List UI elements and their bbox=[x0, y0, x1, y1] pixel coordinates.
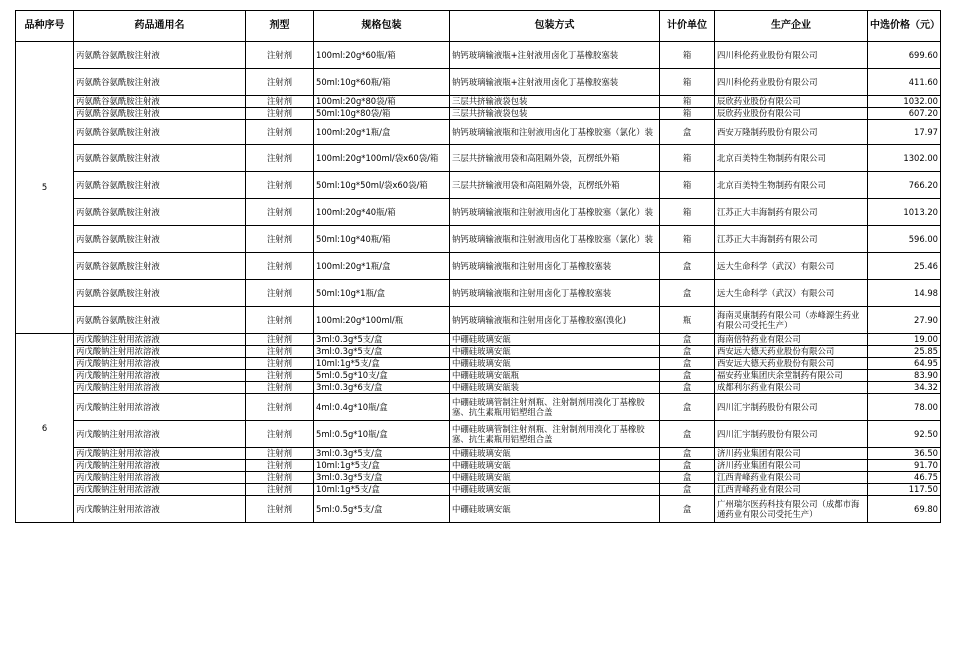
dosage-form-cell: 注射剂 bbox=[246, 370, 314, 382]
drug-name-cell: 丙氨酰谷氨酰胺注射液 bbox=[74, 172, 246, 199]
price-cell: 34.32 bbox=[868, 382, 941, 394]
unit-cell: 盒 bbox=[660, 448, 715, 460]
price-cell: 46.75 bbox=[868, 472, 941, 484]
price-table bbox=[15, 10, 941, 523]
dosage-form-cell: 注射剂 bbox=[246, 69, 314, 96]
manufacturer-cell: 海南倍特药业有限公司 bbox=[715, 334, 868, 346]
price-cell: 766.20 bbox=[868, 172, 941, 199]
unit-cell: 盒 bbox=[660, 346, 715, 358]
dosage-form-cell: 注射剂 bbox=[246, 394, 314, 421]
dosage-form-cell: 注射剂 bbox=[246, 96, 314, 108]
manufacturer-cell: 江西青峰药业有限公司 bbox=[715, 484, 868, 496]
table-row bbox=[16, 460, 941, 472]
header-form: 剂型 bbox=[246, 11, 314, 42]
unit-cell: 盒 bbox=[660, 334, 715, 346]
unit-cell: 箱 bbox=[660, 199, 715, 226]
price-cell: 91.70 bbox=[868, 460, 941, 472]
dosage-form-cell: 注射剂 bbox=[246, 307, 314, 334]
unit-cell: 箱 bbox=[660, 226, 715, 253]
table-row bbox=[16, 42, 941, 69]
unit-cell: 箱 bbox=[660, 172, 715, 199]
packaging-cell: 中硼硅玻璃安瓿 bbox=[450, 472, 660, 484]
drug-name-cell: 丙氨酰谷氨酰胺注射液 bbox=[74, 280, 246, 307]
packaging-cell: 中硼硅玻璃安瓿 bbox=[450, 484, 660, 496]
unit-cell: 盒 bbox=[660, 421, 715, 448]
unit-cell: 盒 bbox=[660, 253, 715, 280]
drug-name-cell: 丙戊酸钠注射用浓溶液 bbox=[74, 370, 246, 382]
manufacturer-cell: 四川汇宇制药股份有限公司 bbox=[715, 394, 868, 421]
manufacturer-cell: 西安远大德天药业股份有限公司 bbox=[715, 346, 868, 358]
dosage-form-cell: 注射剂 bbox=[246, 226, 314, 253]
spec-cell: 5ml:0.5g*5支/盒 bbox=[314, 496, 450, 523]
unit-cell: 盒 bbox=[660, 280, 715, 307]
drug-name-cell: 丙戊酸钠注射用浓溶液 bbox=[74, 496, 246, 523]
packaging-cell: 中硼硅玻璃安瓿 bbox=[450, 334, 660, 346]
header-name: 药品通用名 bbox=[74, 11, 246, 42]
drug-name-cell: 丙戊酸钠注射用浓溶液 bbox=[74, 460, 246, 472]
dosage-form-cell: 注射剂 bbox=[246, 382, 314, 394]
dosage-form-cell: 注射剂 bbox=[246, 448, 314, 460]
manufacturer-cell: 四川汇宇制药股份有限公司 bbox=[715, 421, 868, 448]
table-row bbox=[16, 172, 941, 199]
unit-cell: 盒 bbox=[660, 484, 715, 496]
unit-cell: 箱 bbox=[660, 96, 715, 108]
manufacturer-cell: 成都利尔药业有限公司 bbox=[715, 382, 868, 394]
spec-cell: 5ml:0.5g*10支/盒 bbox=[314, 370, 450, 382]
packaging-cell: 钠钙玻璃输液瓶和注射液用卤化丁基橡胶塞（氯化）装 bbox=[450, 199, 660, 226]
price-cell: 27.90 bbox=[868, 307, 941, 334]
table-row bbox=[16, 346, 941, 358]
packaging-cell: 中硼硅玻璃安瓿 bbox=[450, 448, 660, 460]
drug-name-cell: 丙戊酸钠注射用浓溶液 bbox=[74, 382, 246, 394]
drug-name-cell: 丙戊酸钠注射用浓溶液 bbox=[74, 394, 246, 421]
manufacturer-cell: 北京百美特生物制药有限公司 bbox=[715, 172, 868, 199]
table-row bbox=[16, 96, 941, 108]
unit-cell: 盒 bbox=[660, 460, 715, 472]
table-row bbox=[16, 496, 941, 523]
unit-cell: 盒 bbox=[660, 370, 715, 382]
header-maker: 生产企业 bbox=[715, 11, 868, 42]
header-price: 中选价格（元） bbox=[868, 11, 941, 42]
drug-name-cell: 丙氨酰谷氨酰胺注射液 bbox=[74, 108, 246, 120]
price-cell: 92.50 bbox=[868, 421, 941, 448]
dosage-form-cell: 注射剂 bbox=[246, 358, 314, 370]
manufacturer-cell: 济川药业集团有限公司 bbox=[715, 460, 868, 472]
packaging-cell: 中硼硅玻璃安瓿装 bbox=[450, 382, 660, 394]
manufacturer-cell: 江西青峰药业有限公司 bbox=[715, 472, 868, 484]
packaging-cell: 钠钙玻璃输液瓶+注射液用卤化丁基橡胶塞装 bbox=[450, 69, 660, 96]
packaging-cell: 中硼硅玻璃管制注射剂瓶、注射制剂用溴化丁基橡胶塞、抗生素瓶用铝塑组合盖 bbox=[450, 394, 660, 421]
manufacturer-cell: 四川科伦药业股份有限公司 bbox=[715, 42, 868, 69]
manufacturer-cell: 西安远大德天药业股份有限公司 bbox=[715, 358, 868, 370]
packaging-cell: 中硼硅玻璃安瓿瓶 bbox=[450, 370, 660, 382]
spec-cell: 3ml:0.3g*5支/盒 bbox=[314, 334, 450, 346]
dosage-form-cell: 注射剂 bbox=[246, 145, 314, 172]
dosage-form-cell: 注射剂 bbox=[246, 280, 314, 307]
unit-cell: 箱 bbox=[660, 42, 715, 69]
header-unit: 计价单位 bbox=[660, 11, 715, 42]
price-cell: 14.98 bbox=[868, 280, 941, 307]
price-cell: 36.50 bbox=[868, 448, 941, 460]
header-seq: 品种序号 bbox=[16, 11, 74, 42]
price-cell: 83.90 bbox=[868, 370, 941, 382]
manufacturer-cell: 四川科伦药业股份有限公司 bbox=[715, 69, 868, 96]
dosage-form-cell: 注射剂 bbox=[246, 253, 314, 280]
dosage-form-cell: 注射剂 bbox=[246, 460, 314, 472]
unit-cell: 盒 bbox=[660, 382, 715, 394]
packaging-cell: 钠钙玻璃输液瓶+注射液用卤化丁基橡胶塞装 bbox=[450, 42, 660, 69]
dosage-form-cell: 注射剂 bbox=[246, 496, 314, 523]
packaging-cell: 中硼硅玻璃安瓿 bbox=[450, 346, 660, 358]
drug-name-cell: 丙氨酰谷氨酰胺注射液 bbox=[74, 307, 246, 334]
header-spec: 规格包装 bbox=[314, 11, 450, 42]
spec-cell: 100ml:20g*100ml/袋x60袋/箱 bbox=[314, 145, 450, 172]
drug-name-cell: 丙戊酸钠注射用浓溶液 bbox=[74, 484, 246, 496]
header-pack: 包装方式 bbox=[450, 11, 660, 42]
group-seq-cell: 6 bbox=[16, 334, 74, 523]
unit-cell: 盒 bbox=[660, 120, 715, 145]
dosage-form-cell: 注射剂 bbox=[246, 334, 314, 346]
table-row bbox=[16, 199, 941, 226]
manufacturer-cell: 江苏正大丰海制药有限公司 bbox=[715, 226, 868, 253]
table-row bbox=[16, 69, 941, 96]
table-row bbox=[16, 253, 941, 280]
dosage-form-cell: 注射剂 bbox=[246, 120, 314, 145]
manufacturer-cell: 海南灵康制药有限公司（赤峰源生药业有限公司受托生产） bbox=[715, 307, 868, 334]
price-cell: 607.20 bbox=[868, 108, 941, 120]
spec-cell: 100ml:20g*1瓶/盒 bbox=[314, 253, 450, 280]
spec-cell: 4ml:0.4g*10瓶/盒 bbox=[314, 394, 450, 421]
manufacturer-cell: 辰欣药业股份有限公司 bbox=[715, 96, 868, 108]
spec-cell: 5ml:0.5g*10瓶/盒 bbox=[314, 421, 450, 448]
table-row bbox=[16, 382, 941, 394]
price-cell: 596.00 bbox=[868, 226, 941, 253]
packaging-cell: 中硼硅玻璃安瓿 bbox=[450, 358, 660, 370]
packaging-cell: 三层共挤输液袋包装 bbox=[450, 108, 660, 120]
packaging-cell: 中硼硅玻璃管制注射剂瓶、注射制剂用溴化丁基橡胶塞、抗生素瓶用铝塑组合盖 bbox=[450, 421, 660, 448]
unit-cell: 箱 bbox=[660, 108, 715, 120]
price-cell: 1302.00 bbox=[868, 145, 941, 172]
table-row bbox=[16, 145, 941, 172]
spec-cell: 3ml:0.3g*6支/盒 bbox=[314, 382, 450, 394]
dosage-form-cell: 注射剂 bbox=[246, 421, 314, 448]
manufacturer-cell: 江苏正大丰海制药有限公司 bbox=[715, 199, 868, 226]
drug-name-cell: 丙戊酸钠注射用浓溶液 bbox=[74, 421, 246, 448]
spec-cell: 10ml:1g*5支/盒 bbox=[314, 460, 450, 472]
dosage-form-cell: 注射剂 bbox=[246, 346, 314, 358]
packaging-cell: 钠钙玻璃输液瓶和注射液用卤化丁基橡胶塞（氯化）装 bbox=[450, 120, 660, 145]
table-row bbox=[16, 280, 941, 307]
spec-cell: 3ml:0.3g*5支/盒 bbox=[314, 346, 450, 358]
table-row bbox=[16, 394, 941, 421]
table-row bbox=[16, 358, 941, 370]
price-cell: 19.00 bbox=[868, 334, 941, 346]
spec-cell: 100ml:20g*80袋/箱 bbox=[314, 96, 450, 108]
dosage-form-cell: 注射剂 bbox=[246, 484, 314, 496]
table-row bbox=[16, 421, 941, 448]
spec-cell: 3ml:0.3g*5支/盒 bbox=[314, 472, 450, 484]
spec-cell: 50ml:10g*1瓶/盒 bbox=[314, 280, 450, 307]
packaging-cell: 钠钙玻璃输液瓶和注射用卤化丁基橡胶塞(溴化) bbox=[450, 307, 660, 334]
manufacturer-cell: 辰欣药业股份有限公司 bbox=[715, 108, 868, 120]
spec-cell: 50ml:10g*80袋/箱 bbox=[314, 108, 450, 120]
manufacturer-cell: 福安药业集团庆余堂制药有限公司 bbox=[715, 370, 868, 382]
price-cell: 78.00 bbox=[868, 394, 941, 421]
manufacturer-cell: 西安万隆制药股份有限公司 bbox=[715, 120, 868, 145]
table-row bbox=[16, 370, 941, 382]
dosage-form-cell: 注射剂 bbox=[246, 199, 314, 226]
unit-cell: 箱 bbox=[660, 69, 715, 96]
manufacturer-cell: 广州瑞尔医药科技有限公司（成都市海通药业有限公司受托生产） bbox=[715, 496, 868, 523]
drug-name-cell: 丙氨酰谷氨酰胺注射液 bbox=[74, 42, 246, 69]
manufacturer-cell: 远大生命科学（武汉）有限公司 bbox=[715, 280, 868, 307]
drug-name-cell: 丙戊酸钠注射用浓溶液 bbox=[74, 358, 246, 370]
price-cell: 64.95 bbox=[868, 358, 941, 370]
drug-name-cell: 丙戊酸钠注射用浓溶液 bbox=[74, 346, 246, 358]
dosage-form-cell: 注射剂 bbox=[246, 42, 314, 69]
price-cell: 1032.00 bbox=[868, 96, 941, 108]
price-cell: 1013.20 bbox=[868, 199, 941, 226]
spec-cell: 100ml:20g*1瓶/盒 bbox=[314, 120, 450, 145]
price-cell: 699.60 bbox=[868, 42, 941, 69]
unit-cell: 盒 bbox=[660, 394, 715, 421]
drug-name-cell: 丙氨酰谷氨酰胺注射液 bbox=[74, 69, 246, 96]
manufacturer-cell: 济川药业集团有限公司 bbox=[715, 448, 868, 460]
unit-cell: 箱 bbox=[660, 145, 715, 172]
price-cell: 25.46 bbox=[868, 253, 941, 280]
spec-cell: 50ml:10g*50ml/袋x60袋/箱 bbox=[314, 172, 450, 199]
spec-cell: 3ml:0.3g*5支/盒 bbox=[314, 448, 450, 460]
drug-name-cell: 丙戊酸钠注射用浓溶液 bbox=[74, 448, 246, 460]
dosage-form-cell: 注射剂 bbox=[246, 172, 314, 199]
price-cell: 25.85 bbox=[868, 346, 941, 358]
table-row bbox=[16, 448, 941, 460]
price-cell: 411.60 bbox=[868, 69, 941, 96]
drug-name-cell: 丙氨酰谷氨酰胺注射液 bbox=[74, 253, 246, 280]
group-seq-cell: 5 bbox=[16, 42, 74, 334]
drug-name-cell: 丙氨酰谷氨酰胺注射液 bbox=[74, 199, 246, 226]
unit-cell: 盒 bbox=[660, 496, 715, 523]
spec-cell: 50ml:10g*60瓶/箱 bbox=[314, 69, 450, 96]
price-table-sheet bbox=[15, 10, 941, 523]
drug-name-cell: 丙氨酰谷氨酰胺注射液 bbox=[74, 145, 246, 172]
table-body bbox=[16, 42, 941, 523]
drug-name-cell: 丙氨酰谷氨酰胺注射液 bbox=[74, 226, 246, 253]
price-cell: 17.97 bbox=[868, 120, 941, 145]
header-row bbox=[16, 11, 941, 42]
manufacturer-cell: 北京百美特生物制药有限公司 bbox=[715, 145, 868, 172]
spec-cell: 100ml:20g*100ml/瓶 bbox=[314, 307, 450, 334]
table-row bbox=[16, 120, 941, 145]
unit-cell: 瓶 bbox=[660, 307, 715, 334]
table-row bbox=[16, 108, 941, 120]
spec-cell: 10ml:1g*5支/盒 bbox=[314, 358, 450, 370]
table-row bbox=[16, 334, 941, 346]
packaging-cell: 钠钙玻璃输液瓶和注射用卤化丁基橡胶塞装 bbox=[450, 280, 660, 307]
packaging-cell: 钠钙玻璃输液瓶和注射用卤化丁基橡胶塞装 bbox=[450, 253, 660, 280]
table-row bbox=[16, 226, 941, 253]
table-row bbox=[16, 472, 941, 484]
drug-name-cell: 丙氨酰谷氨酰胺注射液 bbox=[74, 96, 246, 108]
packaging-cell: 中硼硅玻璃安瓿 bbox=[450, 496, 660, 523]
spec-cell: 100ml:20g*40瓶/箱 bbox=[314, 199, 450, 226]
dosage-form-cell: 注射剂 bbox=[246, 108, 314, 120]
dosage-form-cell: 注射剂 bbox=[246, 472, 314, 484]
packaging-cell: 三层共挤输液用袋和高阻隔外袋，瓦楞纸外箱 bbox=[450, 172, 660, 199]
packaging-cell: 三层共挤输液用袋和高阻隔外袋，瓦楞纸外箱 bbox=[450, 145, 660, 172]
table-row bbox=[16, 307, 941, 334]
price-cell: 69.80 bbox=[868, 496, 941, 523]
unit-cell: 盒 bbox=[660, 472, 715, 484]
spec-cell: 10ml:1g*5支/盒 bbox=[314, 484, 450, 496]
spec-cell: 100ml:20g*60瓶/箱 bbox=[314, 42, 450, 69]
drug-name-cell: 丙氨酰谷氨酰胺注射液 bbox=[74, 120, 246, 145]
packaging-cell: 中硼硅玻璃安瓿 bbox=[450, 460, 660, 472]
drug-name-cell: 丙戊酸钠注射用浓溶液 bbox=[74, 334, 246, 346]
unit-cell: 盒 bbox=[660, 358, 715, 370]
table-row bbox=[16, 484, 941, 496]
manufacturer-cell: 远大生命科学（武汉）有限公司 bbox=[715, 253, 868, 280]
packaging-cell: 三层共挤输液袋包装 bbox=[450, 96, 660, 108]
packaging-cell: 钠钙玻璃输液瓶和注射液用卤化丁基橡胶塞（氯化）装 bbox=[450, 226, 660, 253]
drug-name-cell: 丙戊酸钠注射用浓溶液 bbox=[74, 472, 246, 484]
spec-cell: 50ml:10g*40瓶/箱 bbox=[314, 226, 450, 253]
price-cell: 117.50 bbox=[868, 484, 941, 496]
